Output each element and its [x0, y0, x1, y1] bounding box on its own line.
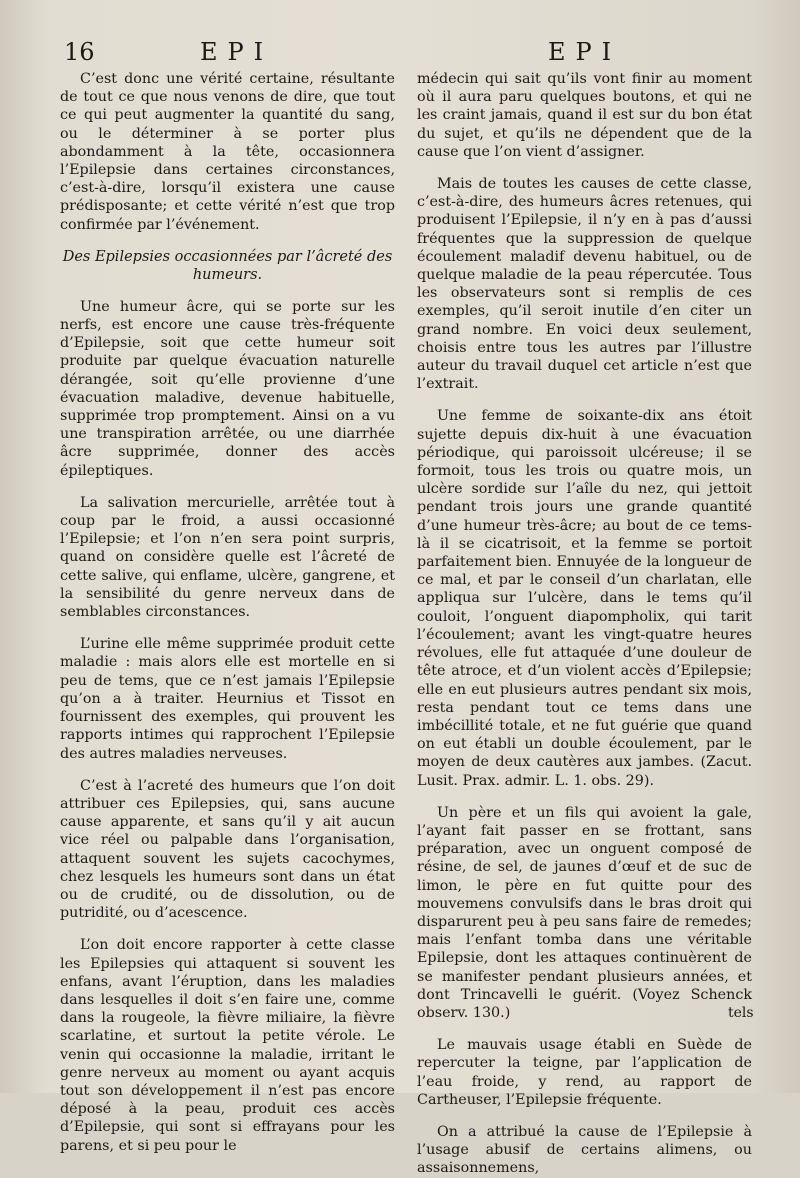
paragraph: Une humeur âcre, qui se porte sur les nerfs, est encore une cause très-fréquente d’Epilepsie, soit que cette humeur soit produite par quelque évacuation naturelle dérangée, soit qu’elle provienne d’une évacuation maladive, devenue habituelle, supprimée trop promptement. Ainsi on a vu une transpiration arrêtée, ou une diarrhée âcre supprimée, donner des accès épileptiques.	[60, 298, 395, 479]
page-number: 16	[64, 38, 95, 66]
paragraph: Le mauvais usage établi en Suède de repercuter la teigne, par l’application de l’eau froide, y rend, au rapport de Cartheuser, l’Epilepsie fréquente.	[417, 1037, 752, 1108]
paragraph: L’urine elle même supprimée produit cette maladie : mais alors elle est mortelle en si peu de tems, que ce n’est jamais l’Epilepsie qu’on a à traiter. Heurnius et Tissot en fournissent des exemples, qui prouvent les rapports intimes qui rapprochent l’Epilepsie des autres maladies nerveuses.	[60, 636, 395, 762]
paragraph: L’on doit encore rapporter à cette classe les Epilepsies qui attaquent si souvent les enfans, avant l’éruption, dans les maladies dans lesquelles il doit s’en faire une, comme dans la rougeole, la fièvre miliaire, la fièvre scarlatine, et surtout la petite vérole. Le venin qui occasionne la maladie, irritant le genre nerveux au moment ou ayant acquis tout son développement il n’est pas encore déposé à la peau, produit ces accès d’Epilepsie, qui sont si effrayans pour les parens, et si peu pour le	[60, 937, 395, 1154]
paragraph: C’est donc une vérité certaine, résultante de tout ce que nous venons de dire, que tout ce qui peut augmenter la quantité du sang, ou le déterminer à se porter plus abondamment à la tête, occasionnera l’Epilepsie dans certaines circonstances, c’est-à-dire, lorsqu’il existera une cause prédisposante; et cette vérité n’est que trop confirmée par l’événement.	[60, 71, 395, 233]
paragraph: On a attribué la cause de l’Epilepsie à l’usage abusif de certains alimens, ou assaisonnemens,	[417, 1123, 752, 1177]
running-head-right: EPI	[548, 38, 622, 66]
paragraph: La salivation mercurielle, arrêtée tout à coup par le froid, a aussi occasionné l’Epilepsie; et l’on n’en sera point surpris, quand on considère quelle est l’âcreté de cette salive, qui enflame, ulcère, gangrene, et la sensibilité du genre nerveux dans de semblables circonstances.	[60, 494, 395, 621]
paragraph: Un père et un fils qui avoient la gale, l’ayant fait passer en se frottant, sans préparation, avec un onguent composé de résine, de sel, de jaunes d’œuf et de suc de limon, le père en fut quitte pour des mouvemens convulsifs dans le bras droit qui disparurent peu à peu sans faire de remedes; mais l’enfant tomba dans une véritable Epilepsie, dont les attaques continuèrent de se manifester pendant plusieurs années, et dont Trincavelli le guérit. (Voyez Schenck observ. 130.)	[417, 804, 752, 1021]
paragraph: C’est à l’acreté des humeurs que l’on doit attribuer ces Epilepsies, qui, sans aucune cause apparente, et sans qu’il y ait aucun vice réel ou palpable dans l’organisation, attaquent souvent les sujets cacochymes, chez lesquels les humeurs sont dans un état ou de crudité, ou de dissolution, ou de putridité, ou d’acescence.	[60, 777, 395, 922]
right-column	[417, 70, 752, 1178]
running-head-left: EPI	[200, 38, 274, 66]
paragraph: Une femme de soixante-dix ans étoit sujette depuis dix-huit à une évacuation périodique, qui paroissoit ulcéreuse; il se formoit, tous les trois ou quatre mois, un ulcère sordide sur l’aîle du nez, qui jettoit pendant trois jours une grande quantité d’une humeur très-âcre; au bout de ce tems-là il se cicatrisoit, et la femme se portoit parfaitement bien. Ennuyée de la longueur de ce mal, et par le conseil d’un charlatan, elle appliqua sur l’ulcère, dans le tems qu’il couloit, l’onguent diapompholix, qui tarit l’écoulement; avant les vingt-quatre heures révolues, elle fut attaquée d’une douleur de tête atroce, et d’un violent accès d’Epilepsie; elle en eut plusieurs autres pendant six mois, resta pendant tout ce tems dans une imbécillité totale, et ne fut guérie que quand on eut établi un double écoulement, par le moyen de deux cautères aux jambes. (Zacut. Lusit. Prax. admir. L. 1. obs. 29).	[417, 408, 752, 789]
paragraph-continued: médecin qui sait qu’ils vont finir au moment où il aura paru quelques boutons, et qui ne les craint jamais, quand il est sur du bon état du sujet, et qu’ils ne dépendent que de la cause que l’on vient d’assigner.	[417, 71, 752, 160]
section-heading: Des Epilepsies occasionnées par l’âcreté des humeurs.	[62, 248, 393, 283]
paragraph: Mais de toutes les causes de cette classe, c’est-à-dire, des humeurs âcres retenues, qui produisent l’Epilepsie, il n’y en à pas d’aussi fréquentes que la suppression de quelque écoulement maladif devenu habituel, ou de quelque maladie de la peau répercutée. Tous les observateurs sont si remplis de ces exemples, qu’il seroit inutile d’en citer un grand nombre. En voici deux seulement, choisis entre tous les autres par l’illustre auteur du travail duquel cet article n’est que l’extrait.	[417, 176, 752, 393]
catchword: tels	[728, 1005, 754, 1021]
left-column	[60, 70, 395, 1155]
page-header	[0, 38, 800, 70]
